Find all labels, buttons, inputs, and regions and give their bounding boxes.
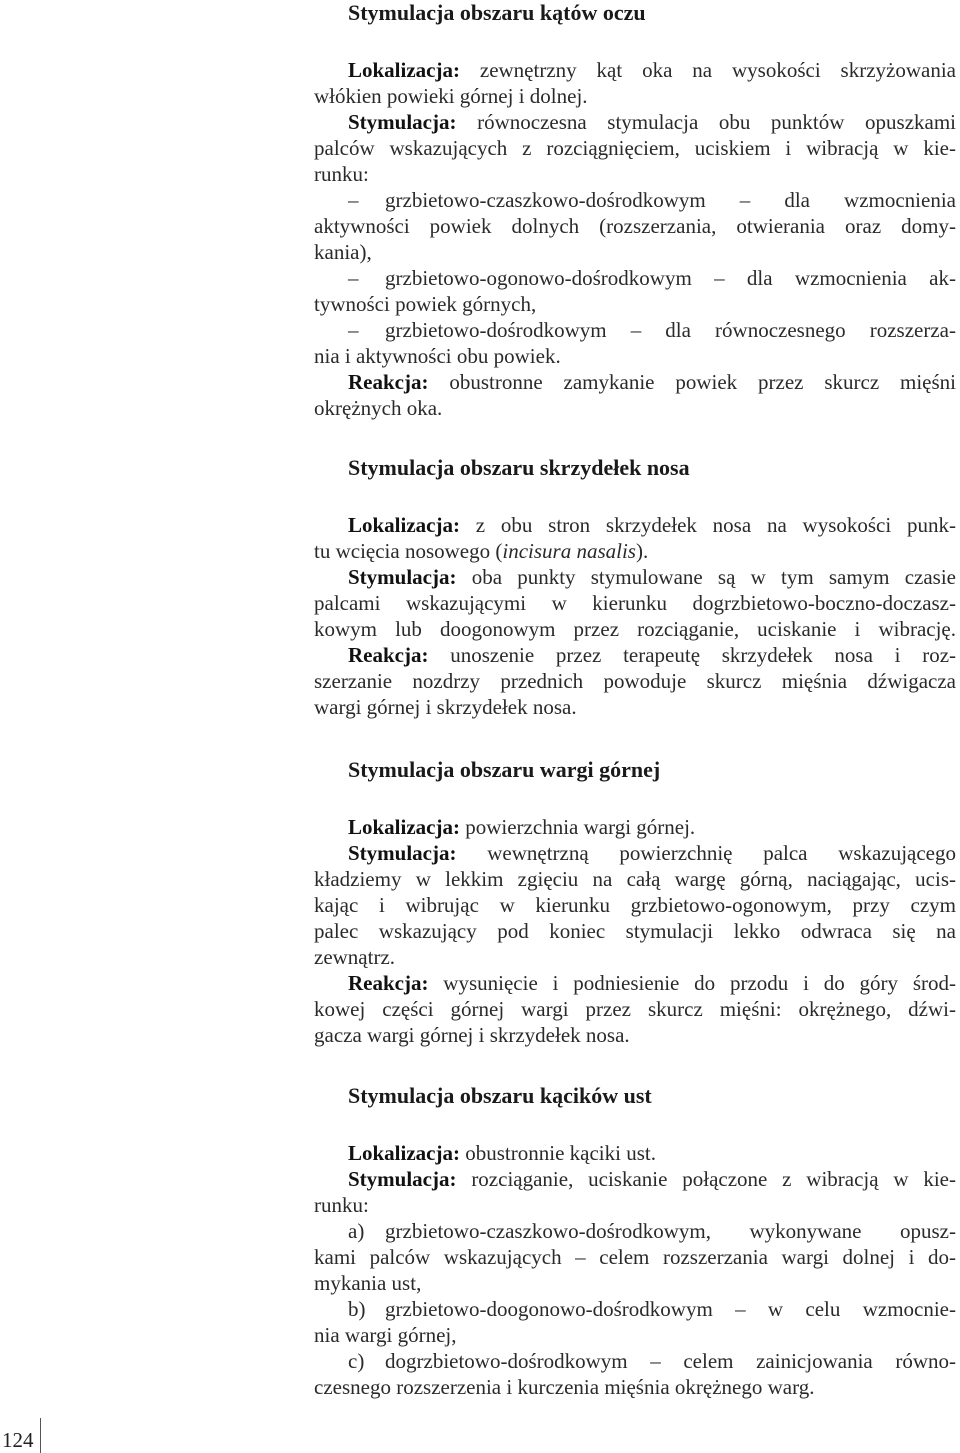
- page-number: 124: [2, 1428, 34, 1452]
- list-item-line: [314, 187, 956, 213]
- body-line: [314, 213, 956, 239]
- latin-term: incisura nasalis: [502, 539, 636, 563]
- line-text: kami palców wskazujących – celem rozszerzania wargi dolnej i do-: [314, 1245, 956, 1269]
- body-line: [314, 642, 956, 668]
- line-text: kładziemy w lekkim zgięciu na całą wargę górną, naciągając, ucis-: [314, 867, 956, 891]
- body-line: [314, 944, 956, 970]
- section-heading: Stymulacja obszaru skrzydełek nosa: [348, 455, 690, 480]
- body-line: [314, 668, 956, 694]
- section-heading: Stymulacja obszaru wargi górnej: [348, 757, 661, 782]
- line-text: grzbietowo-czaszkowo-dośrodkowym – dla wzmocnienia: [385, 188, 956, 212]
- body-line: [314, 395, 956, 421]
- body-line: [314, 1374, 956, 1400]
- line-text: wargi górnej i skrzydełek nosa.: [314, 695, 577, 719]
- body-line: [314, 564, 956, 590]
- line-text: kając i wibrując w kierunku grzbietowo-ogonowym, przy czym: [314, 893, 956, 917]
- line-text: runku:: [314, 1193, 369, 1217]
- line-text: zewnętrzny kąt oka na wysokości skrzyżowania: [479, 58, 957, 82]
- line-text: ).: [635, 539, 649, 563]
- field-label: Reakcja:: [348, 971, 429, 995]
- body-line: [314, 970, 956, 996]
- list-marker: –: [348, 318, 359, 342]
- list-item-line: [314, 1296, 956, 1322]
- line-text: grzbietowo-ogonowo-dośrodkowym – dla wzmocnienia ak-: [385, 266, 956, 290]
- line-text: z obu stron skrzydełek nosa na wysokości punk-: [475, 513, 956, 537]
- field-label: Lokalizacja:: [348, 58, 460, 82]
- line-text: oba punkty stymulowane są w tym samym czasie: [471, 565, 957, 589]
- line-text: kowym lub doogonowym przez rozciąganie, uciskanie i wibrację.: [314, 617, 956, 641]
- body-line: [314, 866, 956, 892]
- line-text: rozciąganie, uciskanie połączone z wibracją w kie-: [471, 1167, 956, 1191]
- body-line: [314, 1244, 956, 1270]
- section-body: [314, 814, 956, 1048]
- body-line: [314, 291, 956, 317]
- line-text: wysunięcie i podniesienie do przodu i do góry środ-: [443, 971, 956, 995]
- list-item-line: [314, 1348, 956, 1374]
- body-line: [314, 840, 956, 866]
- section-mouth-corners: [314, 1083, 956, 1400]
- body-line: [314, 1270, 956, 1296]
- field-label: Lokalizacja:: [348, 815, 460, 839]
- section-body: [314, 57, 956, 421]
- line-text: okrężnych oka.: [314, 396, 443, 420]
- section-eye-corners: [314, 0, 956, 421]
- line-text: unoszenie przez terapeutę skrzydełek nosa i roz-: [450, 643, 957, 667]
- field-label: Stymulacja:: [348, 841, 457, 865]
- line-text: runku:: [314, 162, 369, 186]
- line-text: mykania ust,: [314, 1271, 422, 1295]
- line-text: czesnego rozszerzenia i kurczenia mięśnia okrężnego warg.: [314, 1375, 815, 1399]
- body-line: [314, 239, 956, 265]
- line-text: gacza wargi górnej i skrzydełek nosa.: [314, 1023, 630, 1047]
- body-line: [314, 694, 956, 720]
- field-label: Reakcja:: [348, 370, 429, 394]
- line-text: wewnętrzną powierzchnię palca wskazującego: [487, 841, 956, 865]
- list-marker: c): [348, 1349, 365, 1373]
- section-body: [314, 512, 956, 720]
- section-body: [314, 1140, 956, 1400]
- list-marker: a): [348, 1219, 365, 1243]
- field-label: Reakcja:: [348, 643, 429, 667]
- field-label: Stymulacja:: [348, 110, 457, 134]
- body-line: [314, 369, 956, 395]
- line-text: kowej części górnej wargi przez skurcz mięśni: okrężnego, dźwi-: [314, 997, 956, 1021]
- body-line: [314, 1140, 956, 1166]
- line-text: grzbietowo-doogonowo-dośrodkowym – w celu wzmocnie-: [385, 1297, 956, 1321]
- line-text: powierzchnia wargi górnej.: [465, 815, 696, 839]
- line-text: nia wargi górnej,: [314, 1323, 457, 1347]
- field-label: Lokalizacja:: [348, 1141, 460, 1165]
- line-text: kania),: [314, 240, 372, 264]
- section-heading: Stymulacja obszaru kącików ust: [348, 1083, 652, 1108]
- body-line: [314, 918, 956, 944]
- line-text: grzbietowo-dośrodkowym – dla równoczesnego rozszerza-: [385, 318, 956, 342]
- body-line: [314, 512, 956, 538]
- body-line: [314, 1322, 956, 1348]
- list-item-line: [314, 317, 956, 343]
- body-line: [314, 996, 956, 1022]
- line-text: szerzanie nozdrzy przednich powoduje skurcz mięśnia dźwigacza: [314, 669, 956, 693]
- body-line: [314, 1166, 956, 1192]
- field-label: Stymulacja:: [348, 1167, 457, 1191]
- line-text: obustronne zamykanie powiek przez skurcz mięśni: [449, 370, 956, 394]
- line-text: tu wcięcia nosowego (: [314, 539, 503, 563]
- line-text: włókien powieki górnej i dolnej.: [314, 84, 588, 108]
- body-line: [314, 590, 956, 616]
- line-text: dogrzbietowo-dośrodkowym – celem zainicjowania równo-: [385, 1349, 956, 1373]
- line-text: tywności powiek górnych,: [314, 292, 537, 316]
- list-marker: b): [348, 1297, 366, 1321]
- line-text: grzbietowo-czaszkowo-dośrodkowym, wykonywane opusz-: [385, 1219, 956, 1243]
- body-line: [314, 343, 956, 369]
- body-line: [314, 135, 956, 161]
- line-text: aktywności powiek dolnych (rozszerzania, otwierania oraz domy-: [314, 214, 956, 238]
- line-text: nia i aktywności obu powiek.: [314, 344, 561, 368]
- list-marker: –: [348, 266, 359, 290]
- line-text: obustronnie kąciki ust.: [465, 1141, 656, 1165]
- body-line: [314, 1192, 956, 1218]
- line-text: palec wskazujący pod koniec stymulacji lekko odwraca się na: [314, 919, 956, 943]
- field-label: Lokalizacja:: [348, 513, 460, 537]
- body-line: [314, 814, 956, 840]
- page-number-rule: [40, 1418, 41, 1453]
- body-line: [314, 538, 956, 564]
- section-nose-wings: [314, 455, 956, 720]
- body-line: [314, 892, 956, 918]
- body-line: [314, 616, 956, 642]
- list-item-line: [314, 1218, 956, 1244]
- list-item-line: [314, 265, 956, 291]
- field-label: Stymulacja:: [348, 565, 457, 589]
- body-line: [314, 161, 956, 187]
- section-upper-lip: [314, 757, 956, 1048]
- body-line: [314, 109, 956, 135]
- line-text: zewnątrz.: [314, 945, 396, 969]
- section-heading: Stymulacja obszaru kątów oczu: [348, 0, 646, 25]
- line-text: palców wskazujących z rozciągnięciem, uciskiem i wibracją w kie-: [314, 136, 956, 160]
- line-text: równoczesna stymulacja obu punktów opuszkami: [477, 110, 957, 134]
- list-marker: –: [348, 188, 359, 212]
- line-text: palcami wskazującymi w kierunku dogrzbietowo-boczno-doczasz-: [314, 591, 956, 615]
- body-line: [314, 57, 956, 83]
- body-line: [314, 83, 956, 109]
- body-line: [314, 1022, 956, 1048]
